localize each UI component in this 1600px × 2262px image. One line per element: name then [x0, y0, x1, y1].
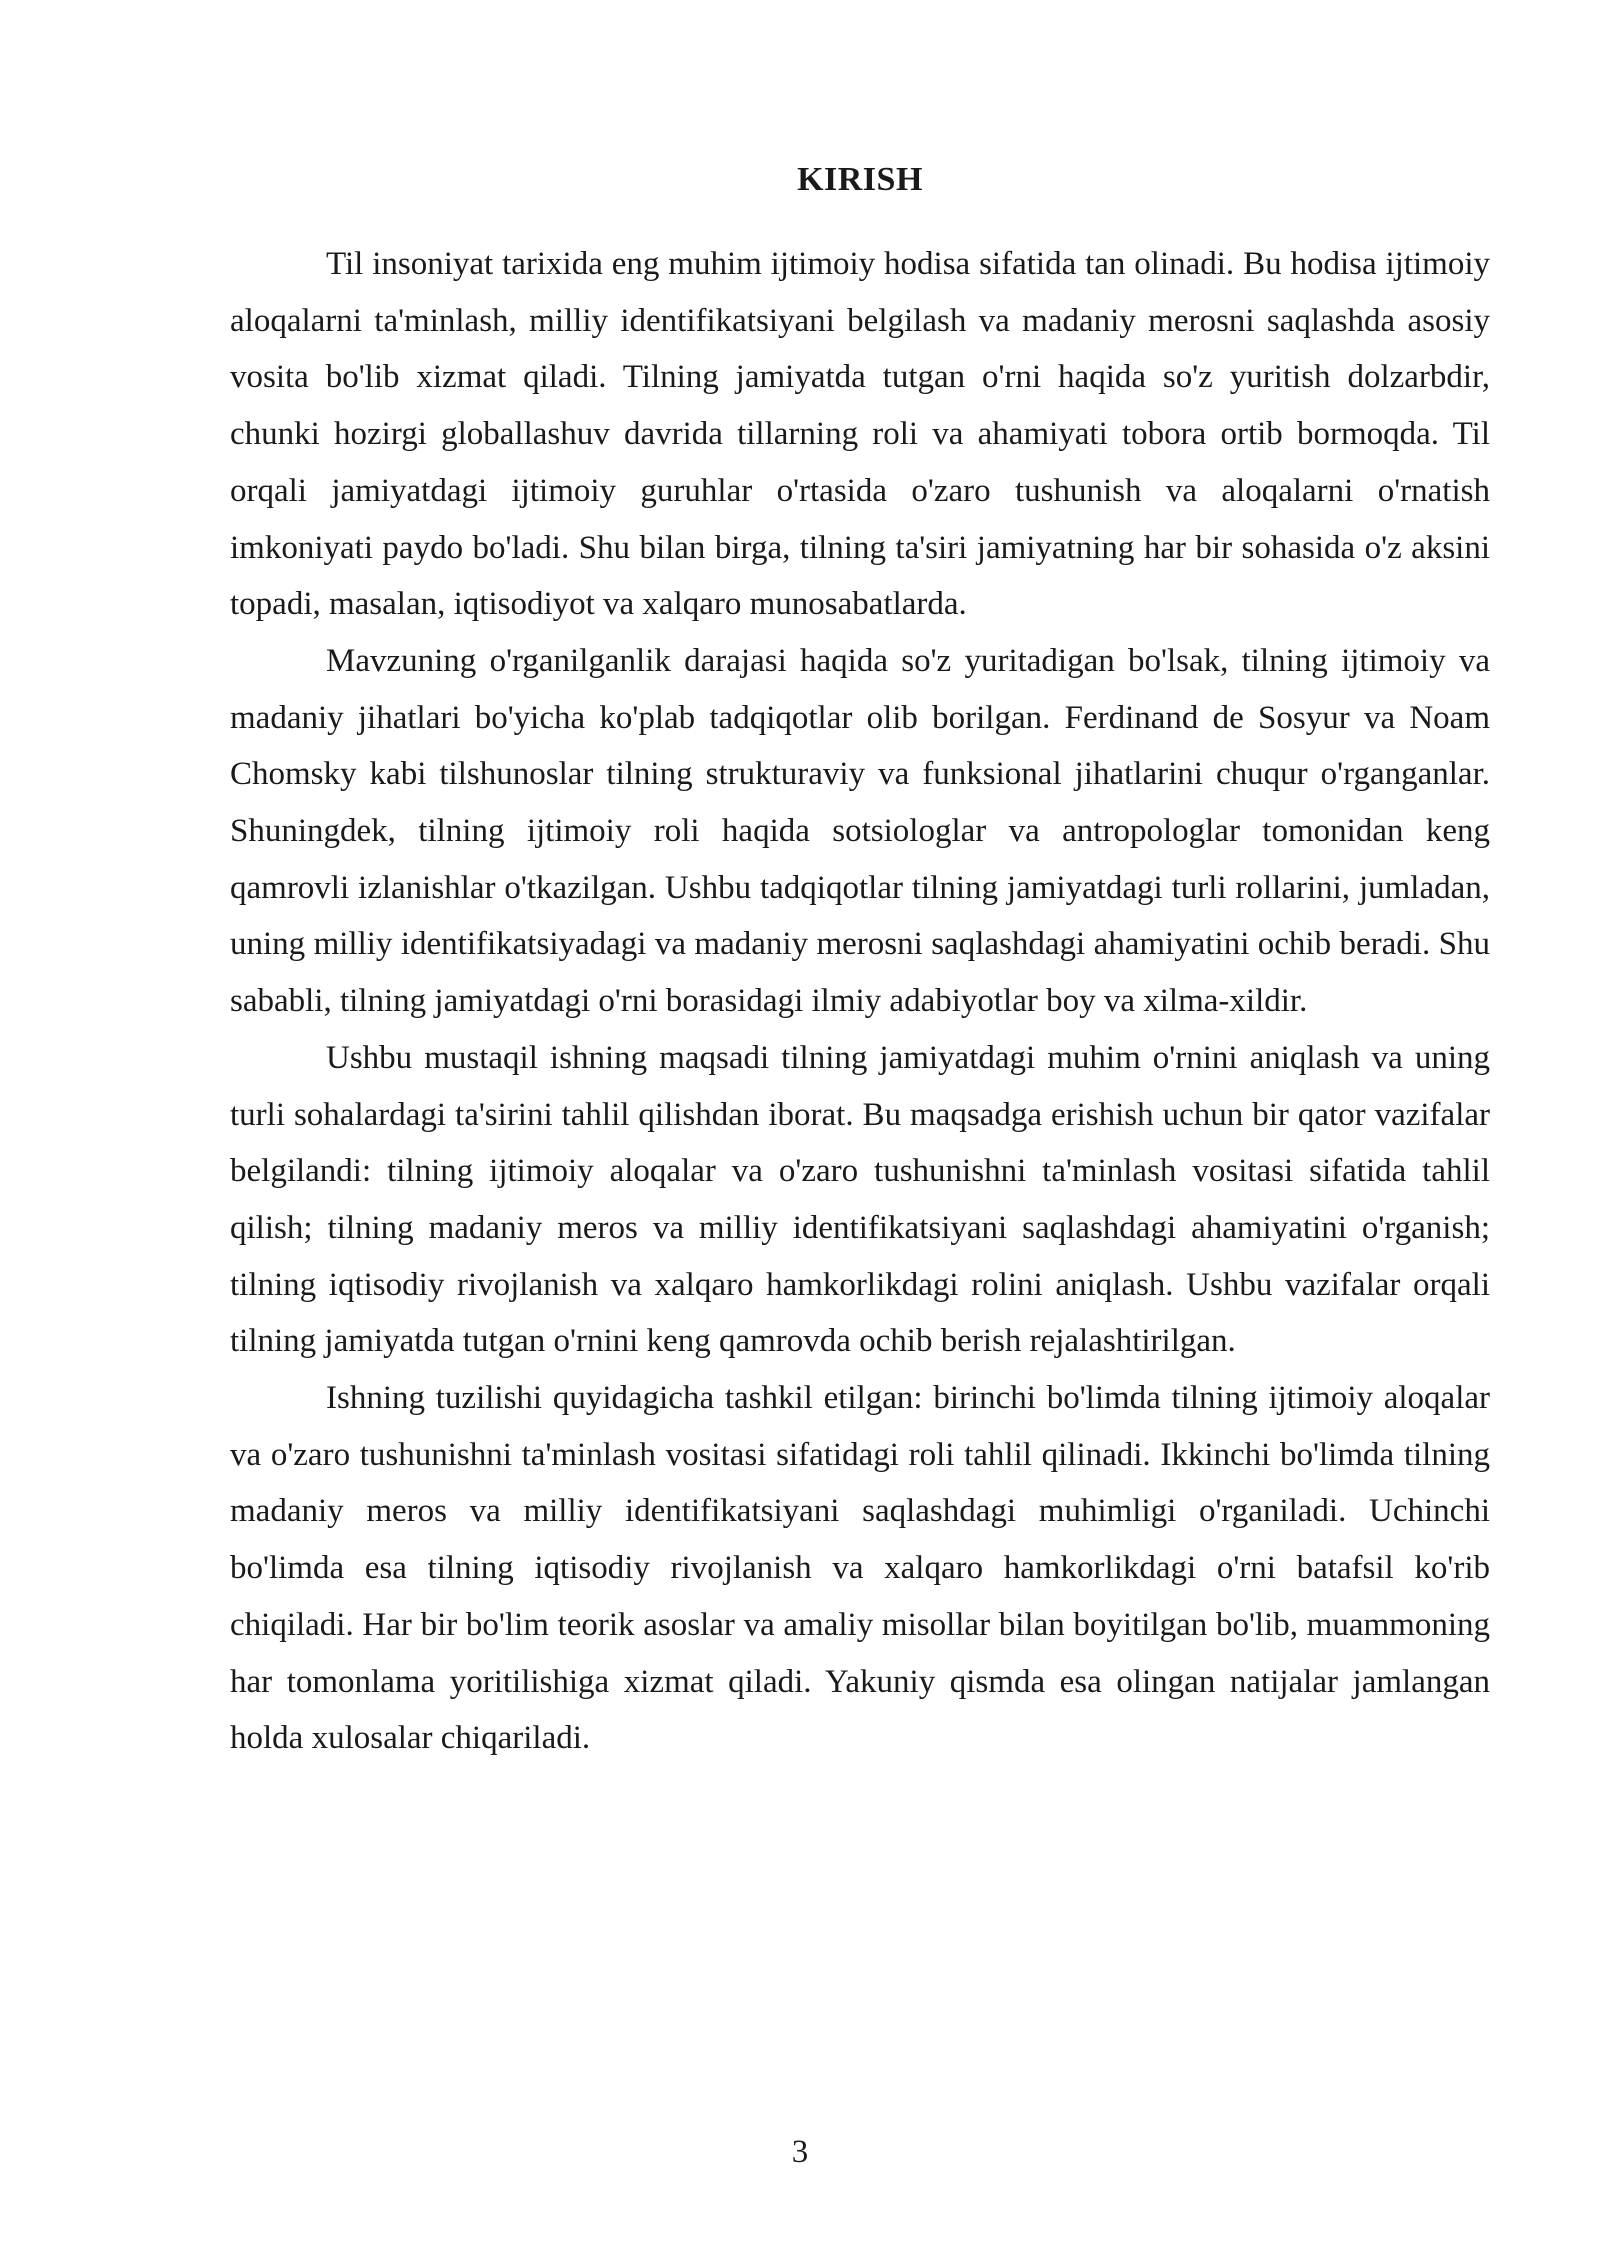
page-number: 3	[791, 2134, 809, 2170]
paragraph-aims-tasks: Ushbu mustaqil ishning maqsadi tilning jamiyatdagi muhim o'rnini aniqlash va uning turli sohalardagi ta'sirini tahlil qilishdan iborat. Bu maqsadga erishish uchun bir qator vazifalar belgilandi: tilning ijtimoiy aloqalar va o'zaro tushunishni ta'minlash vositasi sifatida tahlil qilish; tilning madaniy meros va milliy identifikatsiyani saqlashdagi ahamiyatini o'rganish; tilning iqtisodiy rivojlanish va xalqaro hamkorlikdagi rolini aniqlash. Ushbu vazifalar orqali tilning jamiyatda tutgan o'rnini keng qamrovda ochib berish rejalashtirilgan.	[230, 1039, 1490, 1360]
paragraph-structure: Ishning tuzilishi quyidagicha tashkil etilgan: birinchi bo'limda tilning ijtimoiy aloqalar va o'zaro tushunishni ta'minlash vositasi sifatidagi roli tahlil qilinadi. Ikkinchi bo'limda tilning madaniy meros va milliy identifikatsiyani saqlashdagi muhimligi o'rganiladi. Uchinchi bo'limda esa tilning iqtisodiy rivojlanish va xalqaro hamkorlikdagi o'rni batafsil ko'rib chiqiladi. Har bir bo'lim teorik asoslar va amaliy misollar bilan boyitilgan bo'lib, muammoning har tomonlama yoritilishiga xizmat qiladi. Yakuniy qismda esa olingan natijalar jamlangan holda xulosalar chiqariladi.	[230, 1380, 1490, 1757]
paragraph-intro: Til insoniyat tarixida eng muhim ijtimoiy hodisa sifatida tan olinadi. Bu hodisa ijtimoiy aloqalarni ta'minlash, milliy identifikatsiyani belgilash va madaniy merosni saqlashda asosiy vosita bo'lib xizmat qiladi. Tilning jamiyatda tutgan o'rni haqida so'z yuritish dolzarbdir, chunki hozirgi globallashuv davrida tillarning roli va ahamiyati tobora ortib bormoqda. Til orqali jamiyatdagi ijtimoiy guruhlar o'rtasida o'zaro tushunish va aloqalarni o'rnatish imkoniyati paydo bo'ladi. Shu bilan birga, tilning ta'siri jamiyatning har bir sohasida o'z aksini topadi, masalan, iqtisodiyot va xalqaro munosabatlarda.	[230, 246, 1490, 623]
paragraph-literature-review: Mavzuning o'rganilganlik darajasi haqida so'z yuritadigan bo'lsak, tilning ijtimoiy va madaniy jihatlari bo'yicha ko'plab tadqiqotlar olib borilgan. Ferdinand de Sosyur va Noam Chomsky kabi tilshunoslar tilning strukturaviy va funksional jihatlarini chuqur o'rganganlar. Shuningdek, tilning ijtimoiy roli haqida sotsiologlar va antropologlar tomonidan keng qamrovli izlanishlar o'tkazilgan. Ushbu tadqiqotlar tilning jamiyatdagi turli rollarini, jumladan, uning milliy identifikatsiyadagi va madaniy merosni saqlashdagi ahamiyatini ochib beradi. Shu sababli, tilning jamiyatdagi o'rni borasidagi ilmiy adabiyotlar boy va xilma-xildir.	[230, 642, 1490, 1020]
document-page	[230, 160, 1490, 1767]
section-title: KIRISH	[797, 161, 923, 198]
